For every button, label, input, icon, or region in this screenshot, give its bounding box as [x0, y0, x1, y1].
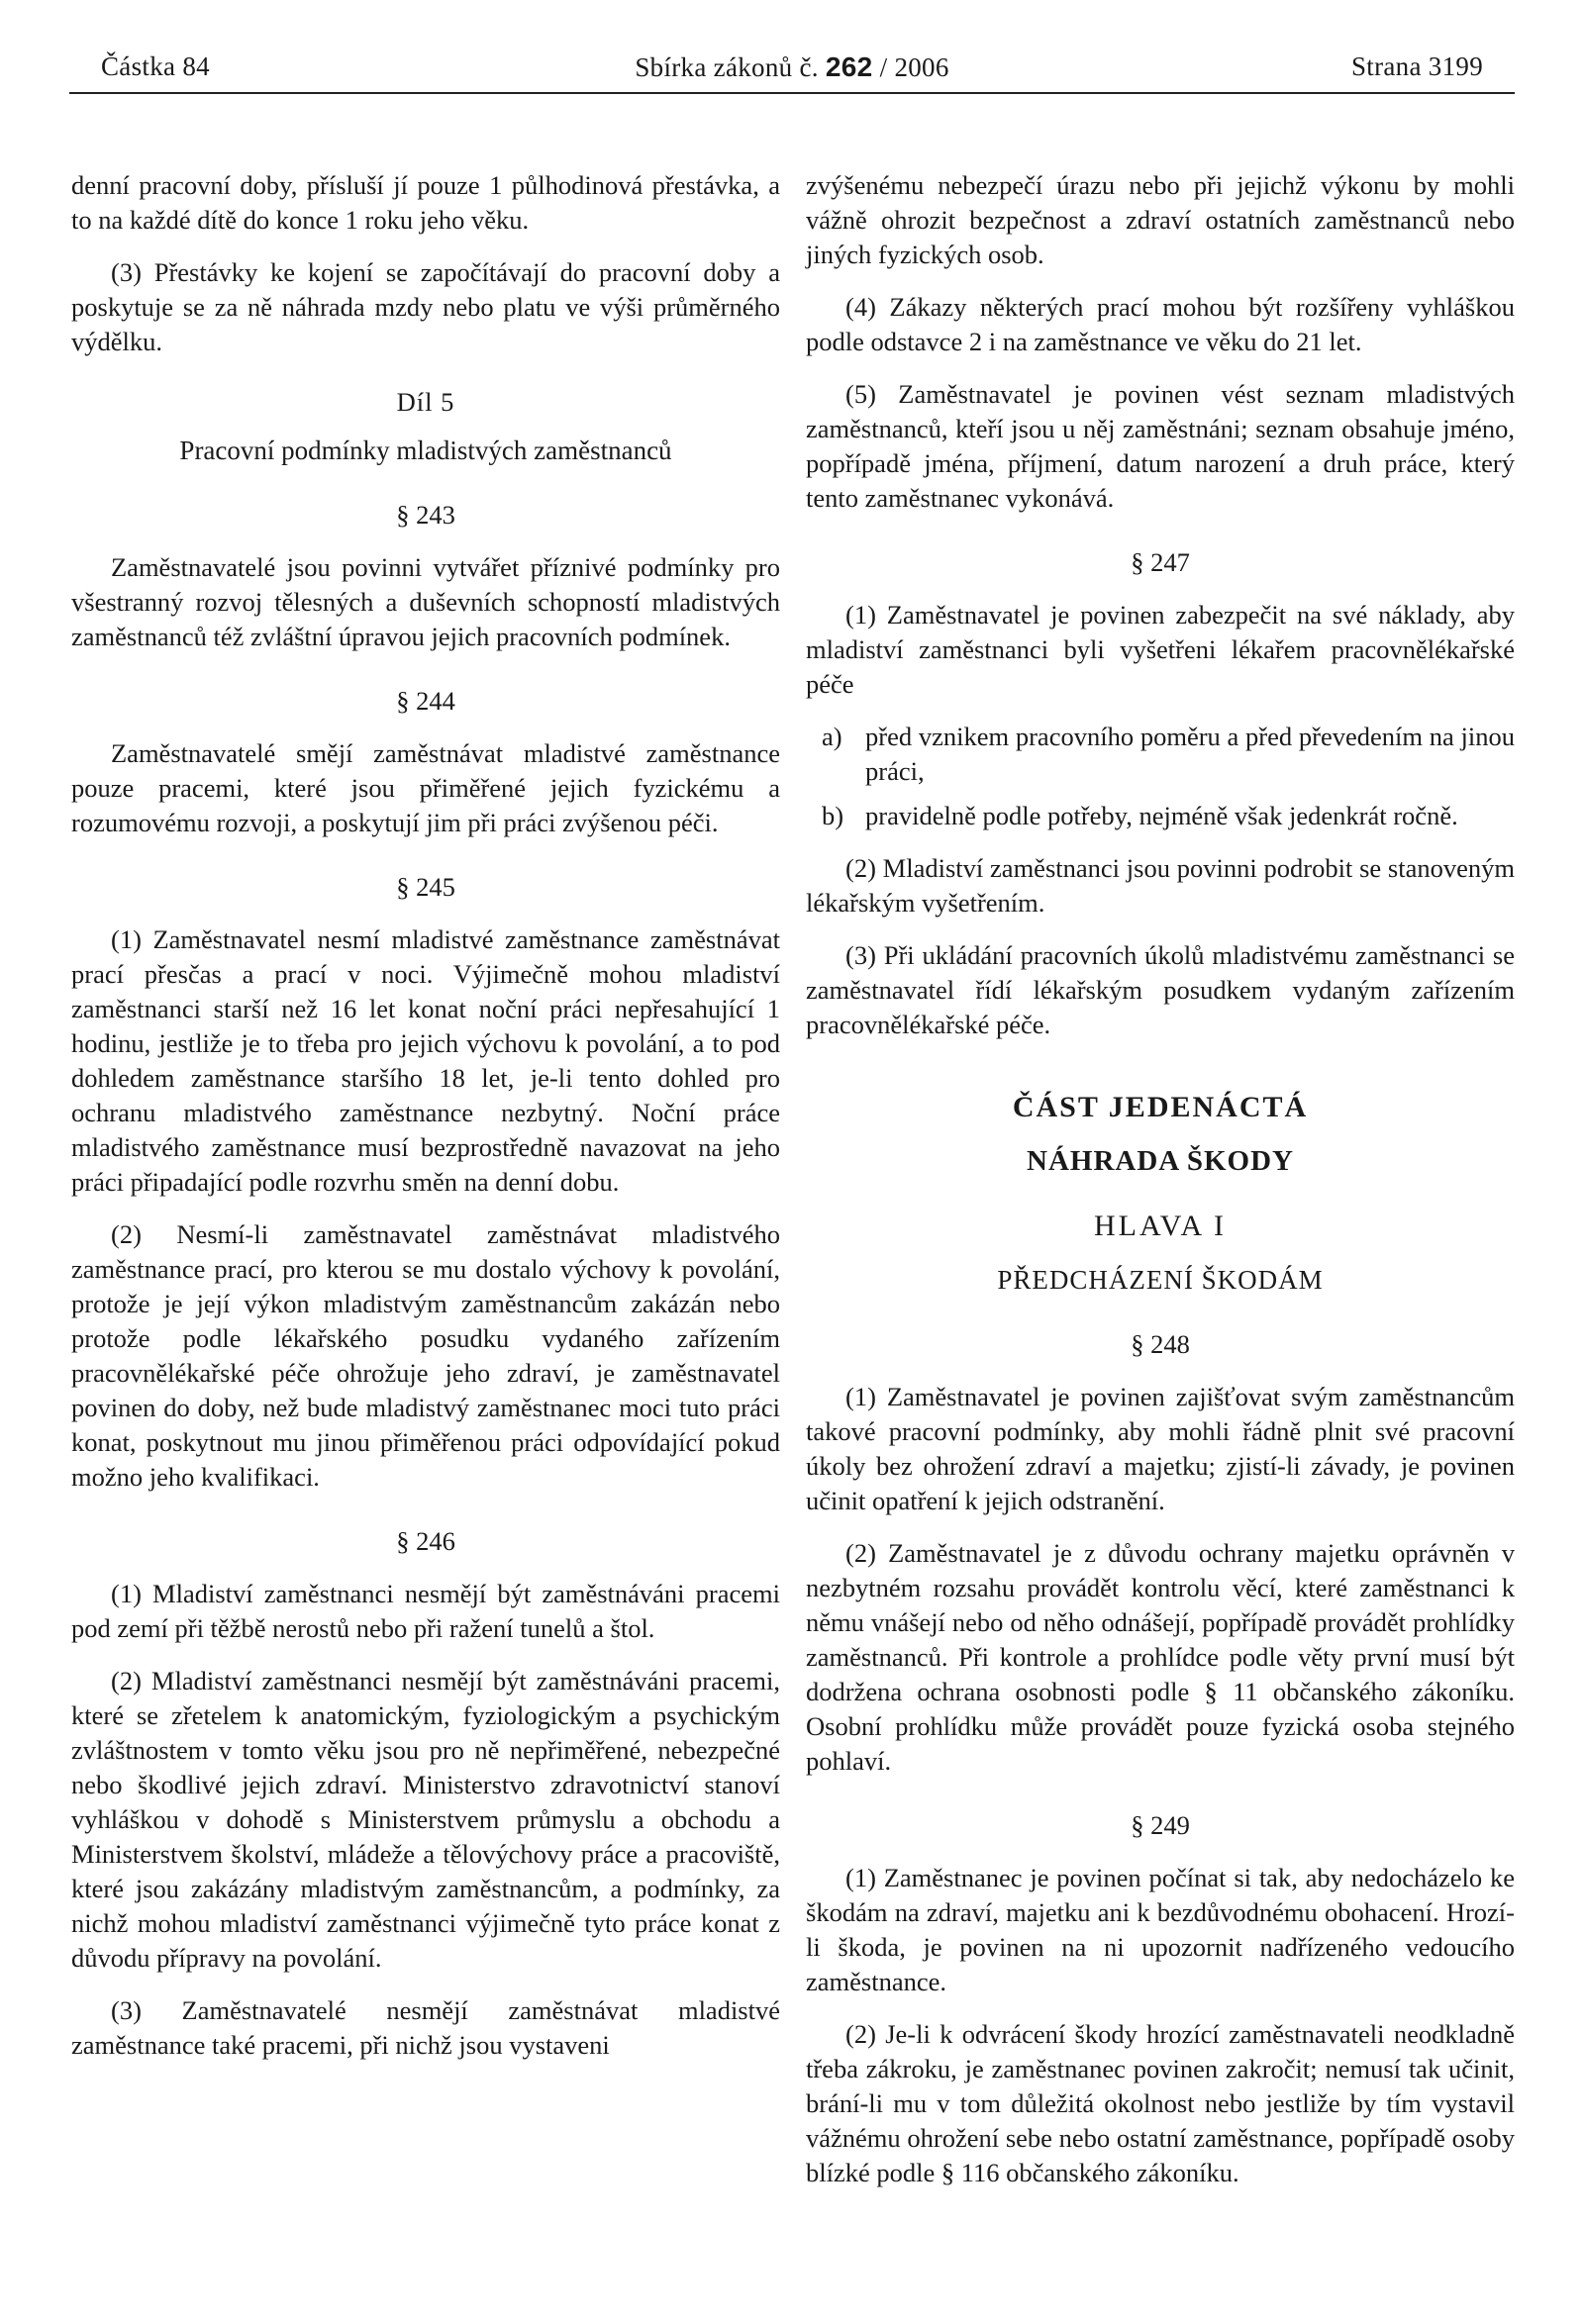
paragraph: (4) Zákazy některých prací mohou být rozšířeny vyhláškou podle odstavce 2 i na zaměstnance ve věku do 21 let. [806, 292, 1515, 356]
list-item-marker: a) [822, 722, 842, 751]
paragraph: (2) Mladiství zaměstnanci jsou povinni podrobit se stanoveným lékařským vyšetřením. [806, 853, 1515, 918]
section-number: § 247 [1131, 547, 1190, 577]
paragraph: (1) Mladiství zaměstnanci nesmějí být zaměstnáváni pracemi pod zemí při těžbě nerostů nebo při ražení tunelů a štol. [71, 1579, 780, 1643]
paragraph: (5) Zaměstnavatel je povinen vést seznam mladistvých zaměstnanců, kteří jsou u něj zaměstnáni; seznam obsahuje jméno, popřípadě jména, příjmení, datum narození a druh práce, který tento zaměstnanec vykonává. [806, 379, 1515, 513]
header-collection-prefix: Sbírka zákonů č. [635, 52, 819, 82]
part-title: NÁHRADA ŠKODY [1027, 1145, 1294, 1177]
paragraph: denní pracovní doby, přísluší jí pouze 1 půlhodinová přestávka, a to na každé dítě do konce 1 roku jeho věku. [71, 170, 780, 235]
header-collection [69, 51, 1515, 83]
section-number: § 246 [396, 1526, 455, 1556]
list-item [806, 799, 1515, 833]
paragraph: Zaměstnavatelé jsou povinni vytvářet příznivé podmínky pro všestranný rozvoj tělesných a duševních schopností mladistvých zaměstnanců též zvláštní úpravou jejich pracovních podmínek. [71, 552, 780, 651]
paragraph: (3) Při ukládání pracovních úkolů mladistvému zaměstnanci se zaměstnavatel řídí lékařským posudkem vydaným zařízením pracovnělékařské péče. [806, 940, 1515, 1039]
section-number: § 243 [396, 500, 455, 530]
right-column [806, 168, 1515, 2208]
chapter-title: PŘEDCHÁZENÍ ŠKODÁM [997, 1265, 1324, 1295]
section-number: § 245 [396, 872, 455, 902]
paragraph: (1) Zaměstnavatel je povinen zabezpečit na své náklady, aby mladiství zaměstnanci byli vyšetřeni lékařem pracovnělékařské péče [806, 600, 1515, 699]
paragraph: zvýšenému nebezpečí úrazu nebo při jejichž výkonu by mohli vážně ohrozit bezpečnost a zdraví ostatních zaměstnanců nebo jiných fyzických osob. [806, 170, 1515, 269]
paragraph: (2) Je-li k odvrácení škody hrozící zaměstnavateli neodkladně třeba zákroku, je zaměstnanec povinen zakročit; nemusí tak učinit, brání-li mu v tom důležitá okolnost nebo jestliže by tím vystavil vážnému ohrožení sebe nebo ostatní zaměstnance, popřípadě osoby blízké podle § 116 občanského zákoníku. [806, 2019, 1515, 2187]
paragraph: (1) Zaměstnavatel nesmí mladistvé zaměstnance zaměstnávat prací přesčas a prací v noci. Výjimečně mohou mladiství zaměstnanci starší než 16 let konat noční práci nepřesahující 1 hodinu, jestliže je to třeba pro jejich výchovu k povolání, a to pod dohledem zaměstnance staršího 18 let, je-li tento dohled pro ochranu mladistvého zaměstnance nezbytný. Noční práce mladistvého zaměstnance musí bezprostředně navazovat na jeho práci připadající podle rozvrhu směn na denní dobu. [71, 924, 780, 1197]
list-item-marker: b) [822, 801, 844, 830]
paragraph: Zaměstnavatelé smějí zaměstnávat mladistvé zaměstnance pouze pracemi, které jsou přiměřené jejich fyzickému a rozumovému rozvoji, a poskytují jim při práci zvýšenou péči. [71, 738, 780, 837]
section-number: § 244 [396, 686, 455, 716]
paragraph: (2) Nesmí-li zaměstnavatel zaměstnávat mladistvého zaměstnance prací, pro kterou se mu dostalo výchovy k povolání, protože je její výkon mladistvým zaměstnancům zakázán nebo protože podle lékařského posudku vydaného zařízením pracovnělékařské péče ohrožuje jeho zdraví, je zaměstnavatel povinen do doby, než bude mladistvý zaměstnanec moci tuto práci konat, poskytnout mu jinou přiměřenou práci odpovídající pokud možno jeho kvalifikaci. [71, 1219, 780, 1492]
paragraph: (1) Zaměstnavatel je povinen zajišťovat svým zaměstnancům takové pracovní podmínky, aby mohli řádně plnit své pracovní úkoly bez ohrožení zdraví a majetku; zjistí-li závady, je povinen učinit opatření k jejich odstranění. [806, 1382, 1515, 1515]
header-collection-number: 262 [825, 51, 873, 82]
division-title: Pracovní podmínky mladistvých zaměstnanců [179, 436, 672, 465]
paragraph: (2) Zaměstnavatel je z důvodu ochrany majetku oprávněn v nezbytném rozsahu provádět kontrolu věcí, které zaměstnanci k němu vnášejí nebo od něho odnášejí, popřípadě provádět prohlídky zaměstnanců. Při kontrole a prohlídce podle věty první musí být dodržena ochrana osobnosti podle § 11 občanského zákoníku. Osobní prohlídku může provádět pouze fyzická osoba stejného pohlaví. [806, 1538, 1515, 1776]
list-item-text: pravidelně podle potřeby, nejméně však jedenkrát ročně. [865, 801, 1458, 830]
page-header [69, 51, 1515, 89]
section-number: § 248 [1131, 1329, 1190, 1359]
paragraph: (1) Zaměstnanec je povinen počínat si tak, aby nedocházelo ke škodám na zdraví, majetku ani k bezdůvodnému obohacení. Hrozí-li škoda, je povinen na ni upozornit nadřízeného vedoucího zaměstnance. [806, 1863, 1515, 1996]
list-item-text: před vznikem pracovního poměru a před převedením na jinou práci, [865, 722, 1515, 786]
list-item [806, 720, 1515, 789]
header-rule [69, 92, 1515, 94]
paragraph: (2) Mladiství zaměstnanci nesmějí být zaměstnáváni pracemi, které se zřetelem k anatomickým, fyziologickým a psychickým zvláštnostem v tomto věku jsou pro ně nepřiměřené, nebezpečné nebo škodlivé jejich zdraví. Ministerstvo zdravotnictví stanoví vyhláškou v dohodě s Ministerstvem průmyslu a obchodu a Ministerstvem školství, mládeže a tělovýchovy práce a pracoviště, které jsou zakázány mladistvým zaměstnancům, a podmínky, za nichž mohou mladiství zaměstnanci výjimečně tyto práce konat z důvodu přípravy na povolání. [71, 1666, 780, 1973]
header-page-number: Strana 3199 [1350, 51, 1483, 81]
paragraph: (3) Přestávky ke kojení se započítávají do pracovní doby a poskytuje se za ně náhrada mzdy nebo platu ve výši průměrného výdělku. [71, 257, 780, 356]
left-column [71, 168, 780, 2081]
paragraph: (3) Zaměstnavatelé nesmějí zaměstnávat mladistvé zaměstnance také pracemi, při nichž jsou vystaveni [71, 1995, 780, 2060]
division-heading: Díl 5 [396, 387, 455, 417]
chapter-heading: HLAVA I [1093, 1210, 1228, 1242]
section-number: § 249 [1131, 1810, 1190, 1840]
header-collection-year: / 2006 [879, 52, 949, 82]
part-heading: ČÁST JEDENÁCTÁ [1012, 1091, 1309, 1123]
header-part: Částka 84 [101, 51, 210, 81]
